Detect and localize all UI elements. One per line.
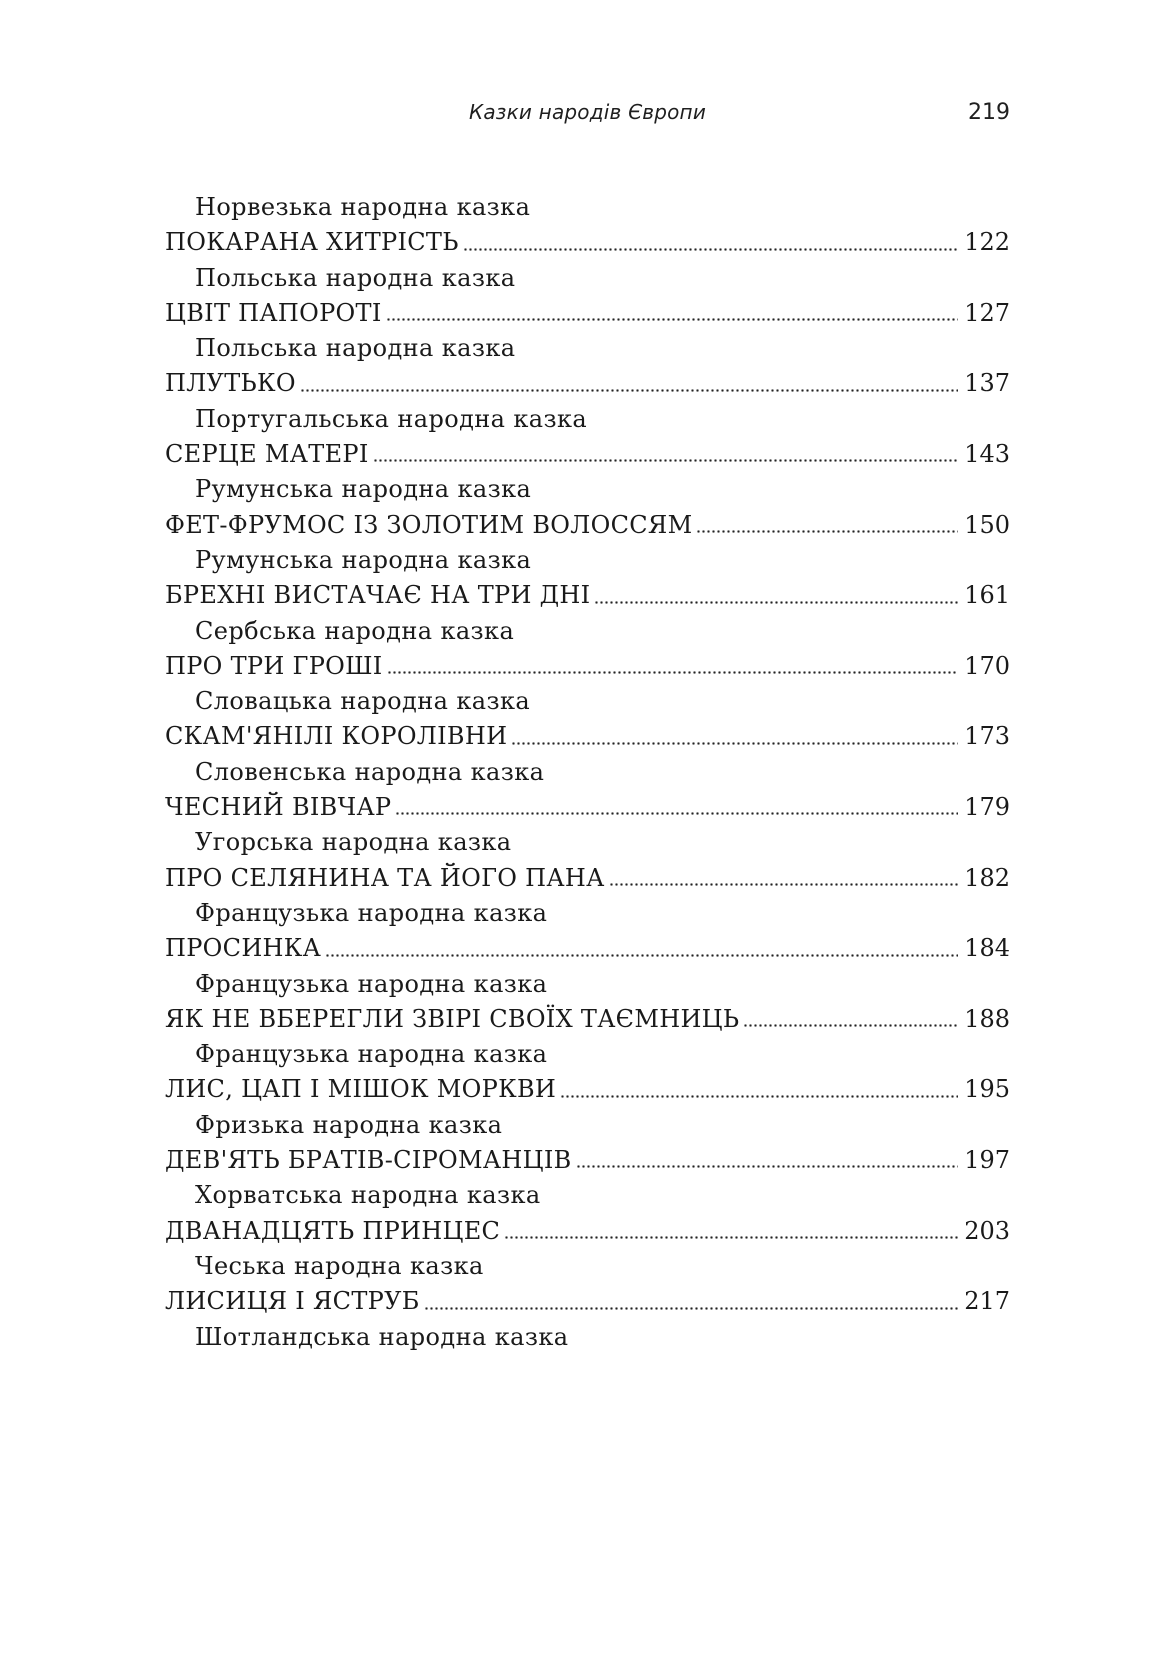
toc-title: ЦВІТ ПАПОРОТІ xyxy=(165,298,382,327)
dot-leader xyxy=(300,389,958,392)
toc-page-ref: 127 xyxy=(964,298,1010,327)
toc-title: ДЕВ'ЯТЬ БРАТІВ-СІРОМАНЦІВ xyxy=(165,1146,572,1175)
toc-page-ref: 179 xyxy=(964,793,1010,822)
toc-entry xyxy=(165,896,1010,967)
toc-title-line[interactable] xyxy=(165,225,1010,260)
toc-title-line[interactable] xyxy=(165,508,1010,543)
dot-leader xyxy=(696,530,958,533)
toc-page-ref: 170 xyxy=(964,651,1010,680)
toc-entry xyxy=(165,402,1010,473)
toc-entry xyxy=(165,1037,1010,1108)
toc-entry xyxy=(165,967,1010,1038)
dot-leader xyxy=(743,1024,958,1027)
toc-origin: Словацька народна казка xyxy=(195,687,531,716)
toc-page-ref: 203 xyxy=(964,1216,1010,1245)
dot-leader xyxy=(609,883,959,886)
toc-title-line[interactable] xyxy=(165,1072,1010,1107)
toc-title-line[interactable] xyxy=(165,931,1010,966)
toc-title: ПОКАРАНА ХИТРІСТЬ xyxy=(165,228,459,257)
dot-leader xyxy=(424,1307,959,1310)
toc-entry xyxy=(165,472,1010,543)
toc-title-line[interactable] xyxy=(165,1002,1010,1037)
toc-title-line[interactable] xyxy=(165,649,1010,684)
toc-page-ref: 150 xyxy=(964,510,1010,539)
toc-entry xyxy=(165,1249,1010,1320)
toc-origin: Французька народна казка xyxy=(195,898,548,927)
toc-title-line[interactable] xyxy=(165,790,1010,825)
toc-page-ref: 217 xyxy=(964,1287,1010,1316)
toc-entry xyxy=(165,190,1010,261)
toc-origin: Чеська народна казка xyxy=(195,1251,484,1280)
toc-entry xyxy=(165,331,1010,402)
toc-page-ref: 182 xyxy=(964,863,1010,892)
toc-page-ref: 122 xyxy=(964,228,1010,257)
toc-title: ЛИСИЦЯ І ЯСТРУБ xyxy=(165,1287,420,1316)
toc-origin: Французька народна казка xyxy=(195,969,548,998)
toc-page-ref: 195 xyxy=(964,1075,1010,1104)
toc-entry-continued xyxy=(165,1320,1010,1355)
toc-page-ref: 161 xyxy=(964,581,1010,610)
toc-entry xyxy=(165,1178,1010,1249)
dot-leader xyxy=(504,1236,958,1239)
toc-title: ЛИС, ЦАП І МІШОК МОРКВИ xyxy=(165,1075,557,1104)
toc-page-ref: 197 xyxy=(964,1146,1010,1175)
toc-entry xyxy=(165,543,1010,614)
toc-origin: Норвезька народна казка xyxy=(195,193,531,221)
toc-title-line[interactable] xyxy=(165,1143,1010,1178)
toc-entry xyxy=(165,684,1010,755)
toc-origin: Сербська народна казка xyxy=(195,616,515,645)
dot-leader xyxy=(387,671,959,674)
table-of-contents xyxy=(165,190,1010,1355)
toc-origin: Румунська народна казка xyxy=(195,545,532,574)
dot-leader xyxy=(386,318,959,321)
toc-title-line[interactable] xyxy=(165,366,1010,401)
toc-title-line[interactable] xyxy=(165,437,1010,472)
toc-title: ЯК НЕ ВБЕРЕГЛИ ЗВІРІ СВОЇХ ТАЄМНИЦЬ xyxy=(165,1004,740,1033)
toc-page-ref: 137 xyxy=(964,369,1010,398)
page-number: 219 xyxy=(968,100,1010,125)
toc-title-line[interactable] xyxy=(165,296,1010,331)
toc-title: СКАМ'ЯНІЛІ КОРОЛІВНИ xyxy=(165,722,508,751)
dot-leader xyxy=(576,1165,959,1168)
toc-title-line[interactable] xyxy=(165,578,1010,613)
dot-leader xyxy=(560,1095,958,1098)
toc-origin: Польська народна казка xyxy=(195,334,516,363)
toc-title: ПЛУТЬКО xyxy=(165,369,296,398)
dot-leader xyxy=(395,812,958,815)
toc-page-ref: 188 xyxy=(964,1004,1010,1033)
toc-title: ПРО СЕЛЯНИНА ТА ЙОГО ПАНА xyxy=(165,863,605,892)
toc-title: СЕРЦЕ МАТЕРІ xyxy=(165,440,369,469)
dot-leader xyxy=(463,248,958,251)
toc-origin: Португальська народна казка xyxy=(195,404,588,433)
dot-leader xyxy=(594,601,958,604)
toc-origin: Шотландська народна казка xyxy=(195,1322,569,1351)
dot-leader xyxy=(325,954,958,957)
toc-origin: Хорватська народна казка xyxy=(195,1181,541,1210)
toc-origin: Словенська народна казка xyxy=(195,757,545,786)
toc-origin: Румунська народна казка xyxy=(195,475,532,504)
dot-leader xyxy=(373,459,959,462)
dot-leader xyxy=(511,742,958,745)
toc-entry xyxy=(165,614,1010,685)
toc-origin: Фризька народна казка xyxy=(195,1110,503,1139)
toc-origin: Польська народна казка xyxy=(195,263,516,292)
toc-title-line[interactable] xyxy=(165,861,1010,896)
toc-title-line[interactable] xyxy=(165,719,1010,754)
toc-page-ref: 173 xyxy=(964,722,1010,751)
toc-title: БРЕХНІ ВИСТАЧАЄ НА ТРИ ДНІ xyxy=(165,581,591,610)
toc-origin: Французька народна казка xyxy=(195,1040,548,1069)
toc-title-line[interactable] xyxy=(165,1284,1010,1319)
toc-title: ПРО ТРИ ГРОШІ xyxy=(165,651,383,680)
toc-entry xyxy=(165,825,1010,896)
toc-title: ПРОСИНКА xyxy=(165,934,322,963)
toc-page-ref: 184 xyxy=(964,934,1010,963)
toc-entry xyxy=(165,1108,1010,1179)
toc-page-ref: 143 xyxy=(964,440,1010,469)
toc-origin: Угорська народна казка xyxy=(195,828,512,857)
toc-entry xyxy=(165,261,1010,332)
running-title: Казки народів Європи xyxy=(468,100,707,124)
toc-title: ЧЕСНИЙ ВІВЧАР xyxy=(165,793,392,822)
toc-title-line[interactable] xyxy=(165,1214,1010,1249)
toc-entry xyxy=(165,755,1010,826)
toc-title: ДВАНАДЦЯТЬ ПРИНЦЕС xyxy=(165,1216,501,1245)
running-header xyxy=(165,100,1010,134)
toc-title: ФЕТ-ФРУМОС ІЗ ЗОЛОТИМ ВОЛОССЯМ xyxy=(165,510,693,539)
